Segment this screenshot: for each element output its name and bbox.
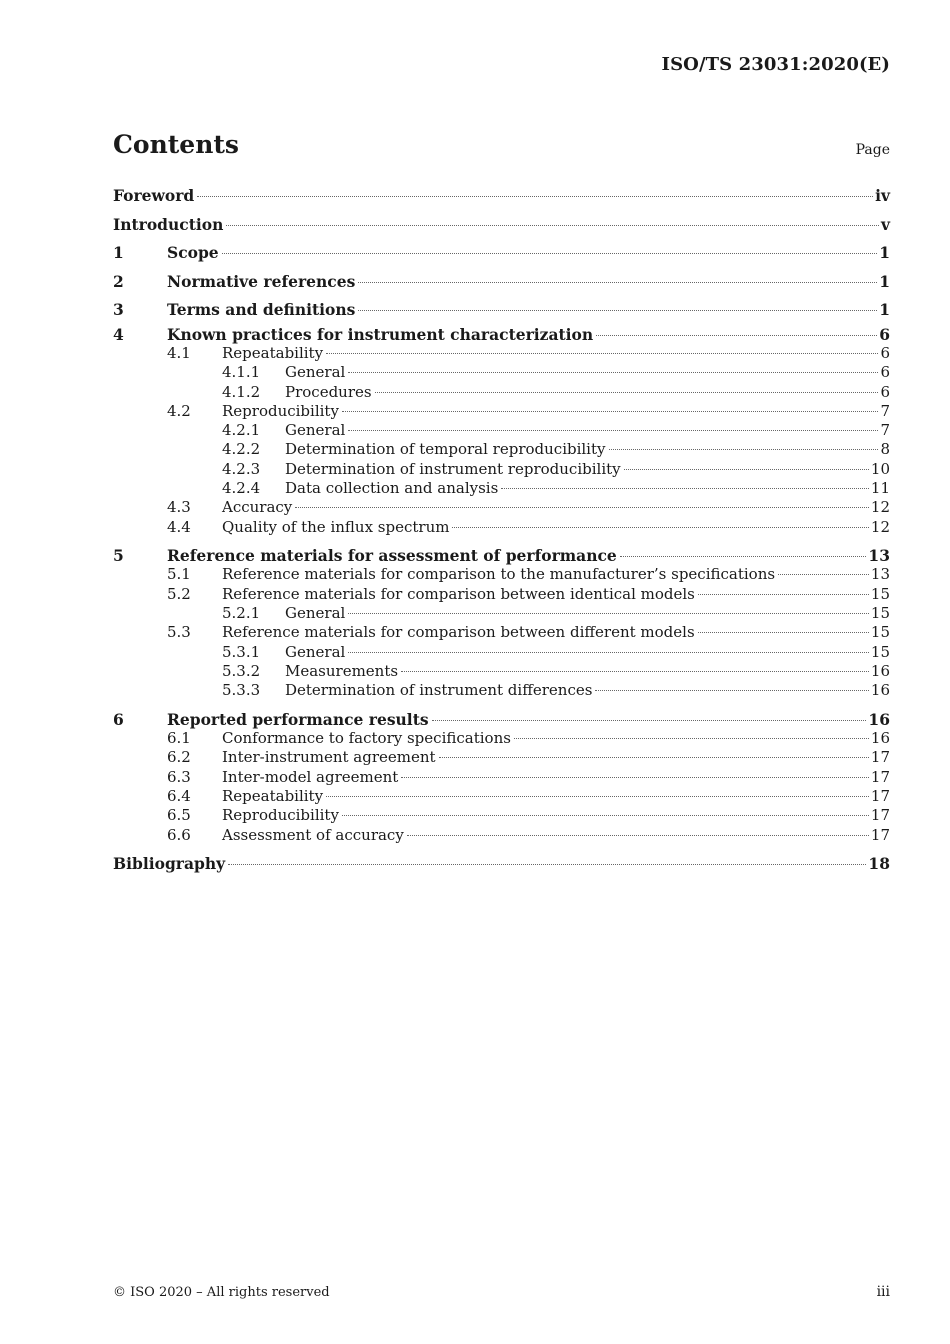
document-id: ISO/TS 23031:2020(E)	[661, 54, 890, 75]
toc-entry-number: 4.1.2	[222, 382, 261, 401]
toc-entry-title[interactable]: General	[285, 421, 346, 440]
dot-leader	[452, 527, 868, 528]
toc-entry-number: 5.3.1	[222, 642, 261, 661]
dot-leader	[432, 720, 867, 721]
toc-entry-line	[222, 623, 890, 642]
toc-entry-line	[113, 854, 890, 874]
toc-entry-number: 5.3.2	[222, 661, 261, 680]
dot-leader	[698, 594, 869, 595]
dot-leader	[326, 353, 878, 354]
toc-entry-title[interactable]: Repeatability	[222, 786, 324, 805]
toc-entry-line	[285, 421, 890, 440]
toc-entry-title[interactable]: Reproducibility	[222, 806, 339, 825]
toc-entry-page[interactable]: 10	[870, 459, 890, 478]
toc-entry-line	[222, 402, 890, 421]
dot-leader	[226, 225, 879, 226]
toc-entry[interactable]	[113, 498, 890, 517]
toc-entry-title[interactable]: Assessment of accuracy	[222, 825, 404, 844]
toc-entry-page[interactable]: 6	[879, 324, 890, 344]
dot-leader	[501, 488, 869, 489]
toc-entry-number: 4.2.2	[222, 440, 261, 459]
toc-entry-line	[285, 440, 890, 459]
toc-entry[interactable]	[113, 662, 890, 681]
dot-leader	[407, 835, 869, 836]
toc-entry-line	[222, 498, 890, 517]
contents-title: Contents	[113, 130, 240, 159]
toc-entry-title[interactable]: Reference materials for comparison to the manufacturer’s specifications	[222, 565, 776, 584]
toc-entry-line	[167, 710, 890, 730]
toc-entry-title[interactable]: Foreword	[113, 186, 195, 205]
toc-entry-line	[222, 344, 890, 363]
toc-entry-title[interactable]: Inter-instrument agreement	[222, 748, 436, 767]
toc-entry-line	[285, 681, 890, 700]
dot-leader	[342, 815, 869, 816]
page-column-label: Page	[855, 142, 890, 158]
toc-entry-number: 6.3	[167, 767, 191, 786]
toc-entry-page[interactable]: 8	[880, 440, 890, 459]
toc-entry-title[interactable]: Conformance to factory specifications	[222, 729, 511, 748]
toc-entry-line	[222, 585, 890, 604]
dot-leader	[358, 310, 877, 311]
toc-entry[interactable]	[113, 710, 890, 730]
toc-entry[interactable]	[113, 826, 890, 845]
toc-entry-title[interactable]: Reference materials for comparison between different models	[222, 623, 695, 642]
toc-entry-page[interactable]: 15	[870, 623, 890, 642]
toc-entry-number: 6.6	[167, 825, 191, 844]
toc-entry[interactable]	[113, 729, 890, 748]
dot-leader	[439, 757, 869, 758]
toc-entry-line	[285, 662, 890, 681]
toc-entry[interactable]	[113, 479, 890, 498]
toc-entry-line	[113, 182, 890, 211]
toc-entry-page[interactable]: 16	[868, 709, 890, 729]
toc-entry-page[interactable]: 17	[870, 825, 890, 844]
toc-entry-page[interactable]: 12	[870, 517, 890, 536]
toc-entry-title[interactable]: Inter-model agreement	[222, 767, 399, 786]
toc-entry-line	[167, 268, 890, 297]
toc-entry[interactable]	[113, 268, 890, 297]
dot-leader	[348, 430, 878, 431]
toc-entry[interactable]	[113, 623, 890, 642]
toc-entry-line	[222, 826, 890, 845]
toc-entry-page[interactable]: 17	[870, 806, 890, 825]
dot-leader	[596, 335, 877, 336]
dot-leader	[222, 253, 878, 254]
toc-entry-number: 6.4	[167, 786, 191, 805]
toc-entry-title[interactable]: Determination of instrument differences	[285, 681, 593, 700]
toc-entry[interactable]	[113, 643, 890, 662]
dot-leader	[620, 556, 867, 557]
toc-entry-number: 4.1.1	[222, 363, 261, 382]
toc-entry-line	[113, 211, 890, 240]
toc-entry[interactable]	[113, 768, 890, 787]
toc-entry-number: 5.2.1	[222, 604, 261, 623]
toc-entry[interactable]	[113, 325, 890, 345]
toc-entry[interactable]	[113, 421, 890, 440]
toc-entry-page[interactable]: iv	[875, 186, 890, 205]
dot-leader	[375, 392, 879, 393]
dot-leader	[514, 738, 869, 739]
footer-copyright: © ISO 2020 – All rights reserved	[113, 1285, 330, 1300]
toc-entry-title[interactable]: Introduction	[113, 214, 224, 234]
toc-entry-title[interactable]: Accuracy	[222, 498, 293, 517]
toc-entry-line	[285, 479, 890, 498]
toc-entry-page[interactable]: 7	[880, 421, 890, 440]
toc-entry-page[interactable]: 6	[880, 363, 890, 382]
toc-entry[interactable]	[113, 518, 890, 537]
toc-entry-title[interactable]: Determination of temporal reproducibility	[285, 440, 606, 459]
toc-entry[interactable]	[113, 806, 890, 825]
toc-entry-page[interactable]: v	[880, 214, 890, 234]
toc-entry[interactable]	[113, 681, 890, 700]
toc-entry-line	[222, 565, 890, 584]
toc-entry-title[interactable]: Repeatability	[222, 344, 324, 362]
toc-entry-number: 5.3.3	[222, 681, 261, 700]
dot-leader	[228, 864, 866, 865]
dot-leader	[401, 777, 869, 778]
toc-entry-title[interactable]: Scope	[167, 243, 219, 262]
toc-entry-title[interactable]: Reference materials for comparison between identical models	[222, 584, 695, 603]
toc-entry-title[interactable]: Determination of instrument reproducibility	[285, 459, 621, 478]
toc-entry-line	[167, 296, 890, 325]
dot-leader	[401, 671, 869, 672]
toc-entry-line	[285, 383, 890, 402]
toc-entry-number: 4.4	[167, 517, 191, 536]
dot-leader	[348, 372, 878, 373]
toc-entry-page[interactable]: 1	[879, 271, 890, 291]
toc-entry-number: 6	[113, 709, 124, 729]
toc-entry[interactable]	[113, 344, 890, 363]
toc-entry-page[interactable]: 15	[870, 642, 890, 661]
toc-entry-number: 6.2	[167, 748, 191, 767]
toc-entry[interactable]	[113, 460, 890, 479]
toc-entry-number: 4	[113, 324, 124, 344]
toc-entry-line	[222, 518, 890, 537]
dot-leader	[295, 507, 869, 508]
toc-entry-page[interactable]: 18	[868, 853, 890, 873]
toc-entry-number: 4.3	[167, 498, 191, 517]
toc-entry-line	[285, 363, 890, 382]
toc-entry-page[interactable]: 6	[880, 344, 890, 362]
toc-entry-line	[222, 748, 890, 767]
toc-entry[interactable]	[113, 239, 890, 268]
toc-entry-title[interactable]: Quality of the influx spectrum	[222, 517, 450, 536]
toc-entry-page[interactable]: 13	[870, 565, 890, 584]
toc-entry-number: 1	[113, 243, 124, 262]
dot-leader	[698, 632, 869, 633]
toc-entry-page[interactable]: 17	[870, 786, 890, 805]
toc-entry-title[interactable]: Data collection and analysis	[285, 479, 499, 498]
toc-entry[interactable]	[113, 787, 890, 806]
toc-entry-line	[222, 787, 890, 806]
toc-entry-title[interactable]: Measurements	[285, 661, 399, 680]
toc-entry-number: 4.1	[167, 344, 191, 362]
toc-entry-line	[167, 325, 890, 345]
toc-entry-page[interactable]: 15	[870, 604, 890, 623]
footer-page-number: iii	[876, 1284, 890, 1300]
toc-entry[interactable]	[113, 748, 890, 767]
toc-entry[interactable]	[113, 546, 890, 566]
toc-entry-page[interactable]: 16	[870, 661, 890, 680]
toc-entry-line	[222, 806, 890, 825]
toc-entry[interactable]	[113, 296, 890, 325]
toc-entry[interactable]	[113, 585, 890, 604]
toc-entry[interactable]	[113, 402, 890, 421]
toc-entry[interactable]	[113, 182, 890, 211]
toc-entry-line	[167, 239, 890, 268]
dot-leader	[197, 196, 873, 197]
toc-entry-number: 4.2.3	[222, 459, 261, 478]
toc-entry[interactable]	[113, 565, 890, 584]
dot-leader	[348, 613, 869, 614]
toc-entry-page[interactable]: 6	[880, 382, 890, 401]
dot-leader	[348, 652, 869, 653]
toc-entry-title[interactable]: General	[285, 363, 346, 382]
toc-entry-title[interactable]: General	[285, 642, 346, 661]
toc-entry-title[interactable]: Reference materials for assessment of performance	[167, 545, 617, 565]
toc-entry-page[interactable]: 16	[870, 729, 890, 748]
toc-entry-page[interactable]: 16	[870, 681, 890, 700]
dot-leader	[624, 469, 869, 470]
dot-leader	[778, 574, 869, 575]
toc-entry[interactable]	[113, 854, 890, 874]
toc-entry-number: 5	[113, 545, 124, 565]
dot-leader	[609, 449, 879, 450]
toc-entry-page[interactable]: 17	[870, 767, 890, 786]
toc-entry-number: 6.1	[167, 729, 191, 748]
toc-entry-title[interactable]: Bibliography	[113, 853, 226, 873]
dot-leader	[595, 690, 868, 691]
toc-entry-title[interactable]: Normative references	[167, 271, 356, 291]
toc-entry-page[interactable]: 17	[870, 748, 890, 767]
dot-leader	[326, 796, 869, 797]
dot-leader	[358, 282, 877, 283]
toc-entry-page[interactable]: 12	[870, 498, 890, 517]
toc-entry-title[interactable]: Known practices for instrument characterization	[167, 324, 594, 344]
toc-entry-number: 4.2.1	[222, 421, 261, 440]
toc-entry-number: 4.2	[167, 401, 191, 420]
toc-entry[interactable]	[113, 383, 890, 402]
toc-entry-number: 3	[113, 300, 124, 319]
toc-entry-line	[222, 768, 890, 787]
toc-entry-title[interactable]: Terms and definitions	[167, 300, 356, 319]
toc-entry-page[interactable]: 15	[870, 584, 890, 603]
toc-entry-title[interactable]: General	[285, 604, 346, 623]
toc-entry[interactable]	[113, 363, 890, 382]
toc-entry[interactable]	[113, 440, 890, 459]
toc-entry-page[interactable]: 11	[870, 479, 890, 498]
toc-entry-line	[167, 546, 890, 566]
toc-entry[interactable]	[113, 604, 890, 623]
toc-entry-page[interactable]: 7	[880, 401, 890, 420]
toc-entry-number: 5.1	[167, 565, 191, 584]
toc-entry-title[interactable]: Reproducibility	[222, 401, 339, 420]
toc-entry-number: 5.2	[167, 584, 191, 603]
toc-entry-line	[285, 643, 890, 662]
toc-entry-line	[222, 729, 890, 748]
toc-entry[interactable]	[113, 211, 890, 240]
toc-entry-page[interactable]: 13	[868, 545, 890, 565]
toc-entry-number: 4.2.4	[222, 479, 261, 498]
toc-entry-number: 5.3	[167, 623, 191, 642]
toc-entry-line	[285, 460, 890, 479]
toc-entry-title[interactable]: Procedures	[285, 382, 372, 401]
dot-leader	[342, 411, 879, 412]
toc-entry-number: 2	[113, 271, 124, 291]
toc-entry-title[interactable]: Reported performance results	[167, 709, 429, 729]
toc-entry-page[interactable]: 1	[879, 243, 890, 262]
toc-entry-page[interactable]: 1	[879, 300, 890, 319]
toc-entry-line	[285, 604, 890, 623]
table-of-contents	[113, 182, 890, 873]
toc-entry-number: 6.5	[167, 806, 191, 825]
